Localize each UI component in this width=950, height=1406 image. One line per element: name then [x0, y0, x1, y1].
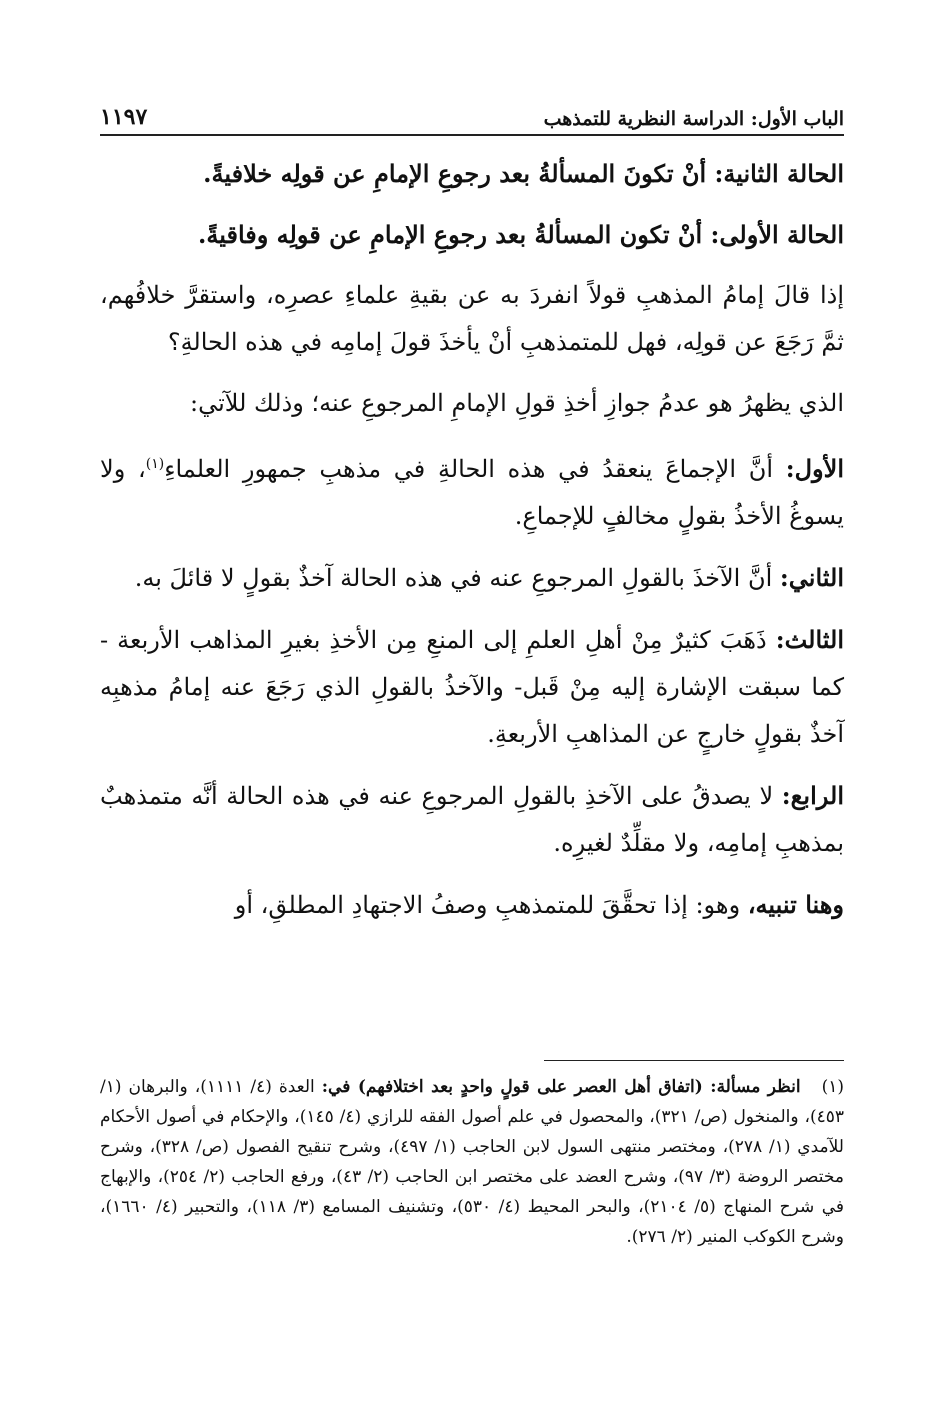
paragraph-note [100, 881, 844, 929]
third-reason-label: الثالث: [775, 625, 844, 654]
note-label: وهنا تنبيه، [747, 890, 844, 919]
footnote-text: العدة (٤/ ١١١١)، والبرهان (١/ ٤٥٣)، والمنخول (ص/ ٣٢١)، والمحصول في علم أصول الفقه للرازي (٤/ ١٤٥)، والإحكام في أصول الأحكام للآمدي (١/ ٢٧٨)، ومختصر منتهى السول لابن الحاجب (١/ ٤٩٧)، وشرح تنقيح الفصول (ص/ ٣٢٨)، وشرح مختصر الروضة (٣/ ٩٧)، وشرح العضد على مختصر ابن الحاجب (٢/ ٤٣)، ورفع الحاجب (٢/ ٢٥٤)، والإبهاج في شرح المنهاج (٥/ ٢١٠٤)، والبحر المحيط (٤/ ٥٣٠)، وتشنيف المسامع (٣/ ١١٨)، والتحبير (٤/ ١٦٦٠)، وشرح الكوكب المنير (٢/ ٢٧٦). [100, 1077, 845, 1247]
paragraph-first-reason [100, 441, 844, 540]
paragraph-fourth-reason [100, 772, 844, 867]
footnote-divider [544, 1060, 844, 1061]
footnote-marker: (١) [821, 1077, 844, 1097]
footnote-section [100, 1072, 844, 1252]
first-reason-label: الأول: [785, 454, 844, 483]
paragraph-third-reason [100, 616, 844, 758]
footnote-lead: انظر مسألة: (اتفاق أهل العصر على قولٍ واحدٍ بعد اختلافهم) في: [321, 1077, 801, 1097]
main-text [100, 150, 844, 943]
paragraph-second-reason [100, 554, 844, 602]
fourth-reason-label: الرابع: [781, 781, 844, 810]
chapter-title: الباب الأول: الدراسة النظرية للتمذهب [543, 108, 844, 130]
paragraph-question: إذا قالَ إمامُ المذهبِ قولاً انفردَ به عن بقيةِ علماءِ عصرِه، واستقرَّ خلافُهم، ثمَّ رَجَعَ عن قولِه، فهل للمتمذهبِ أنْ يأخذَ قولَ إمامِه في هذه الحالةِ؟ [100, 281, 844, 356]
fourth-reason-text: لا يصدقُ على الآخذِ بالقولِ المرجوعِ عنه في هذه الحالة أنَّه متمذهبٌ بمذهبِ إمامِه، ولا مقلِّدٌ لغيرِه. [100, 782, 844, 857]
page-number: ١١٩٧ [100, 104, 148, 130]
section-heading-case-one: الحالة الأولى: أنْ تكون المسألةُ بعد رجوعِ الإمامِ عن قولِه وفاقيةً. [198, 220, 844, 249]
second-reason-text: أنَّ الآخذَ بالقولِ المرجوعِ عنه في هذه الحالة آخذٌ بقولٍ لا قائلَ به. [134, 564, 773, 592]
paragraph-answer: الذي يظهرُ هو عدمُ جوازِ أخذِ قولِ الإمامِ المرجوعِ عنه؛ وذلك للآتي: [190, 389, 844, 417]
first-reason-text-a: أنَّ الإجماعَ ينعقدُ في هذه الحالةِ في مذهبِ جمهورِ العلماءِ [164, 455, 774, 483]
first-reason-text-b: ، ولا يسوغُ الأخذُ بقولٍ مخالفٍ للإجماعِ. [100, 455, 844, 530]
third-reason-text: ذَهَبَ كثيرٌ مِنْ أهلِ العلمِ إلى المنعِ مِن الأخذِ بغيرِ المذاهب الأربعة - كما سبقت الإشارة إليه مِنْ قَبل- والآخذُ بالقولِ الذي رَجَعَ عنه إمامُ مذهبِه آخذٌ بقولٍ خارجٍ عن المذاهبِ الأربعةِ. [100, 626, 844, 748]
section-heading-case-two: الحالة الثانية: أنْ تكونَ المسألةُ بعد رجوعِ الإمامِ عن قولِه خلافيةً. [203, 159, 844, 188]
second-reason-label: الثاني: [779, 563, 844, 592]
note-text: وهو: إذا تحقَّقَ للمتمذهبِ وصفُ الاجتهادِ المطلقِ، أو [234, 891, 741, 919]
footnote-reference: (١) [145, 456, 165, 472]
running-header [100, 96, 844, 136]
